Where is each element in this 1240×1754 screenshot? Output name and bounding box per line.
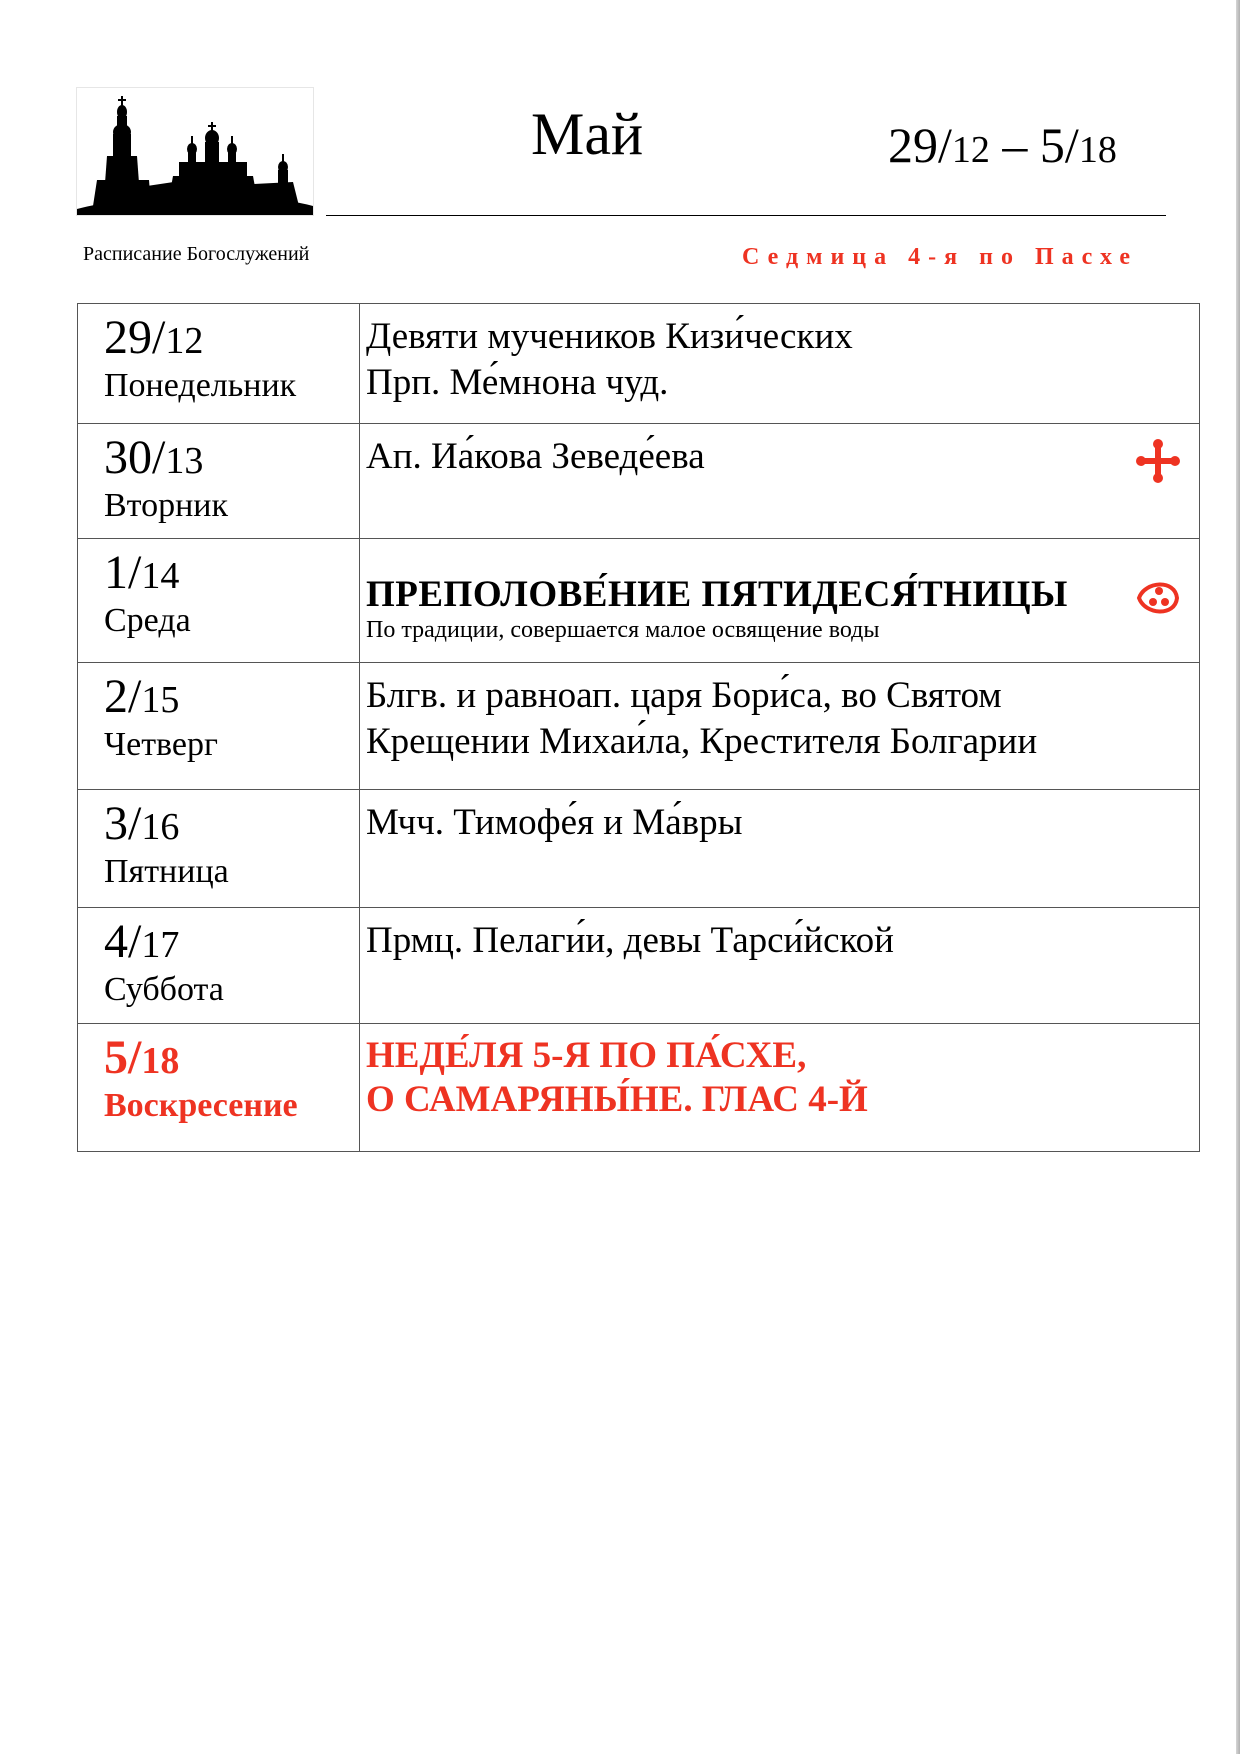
date-cell <box>78 304 360 424</box>
date-new: 15 <box>141 679 180 721</box>
header-divider <box>326 215 1166 216</box>
weekday: Среда <box>104 602 191 639</box>
day-row <box>78 790 1200 908</box>
date-old: 3/ <box>104 797 142 850</box>
event-line: Прп. Ме́мнона чуд. <box>366 362 669 403</box>
page-edge <box>1236 0 1240 1754</box>
day-row <box>78 424 1200 539</box>
date-cell <box>78 790 360 908</box>
event-line: Прмц. Пелаги́и, девы Тарси́йской <box>366 920 894 961</box>
event-line: Блгв. и равноап. царя Бори́са, во Святом <box>366 675 1002 716</box>
day-row-sunday <box>78 1024 1200 1152</box>
day-row <box>78 304 1200 424</box>
date-new: 18 <box>141 1040 180 1082</box>
date-cell <box>78 663 360 790</box>
event-cell <box>360 663 1200 790</box>
event-cell <box>360 424 1200 539</box>
feast-note: По традиции, совершается малое освящение воды <box>366 617 880 643</box>
day-row <box>78 663 1200 790</box>
date-old: 5/ <box>104 1031 142 1084</box>
weekday: Воскресение <box>104 1087 298 1124</box>
church-silhouette-icon <box>77 88 313 215</box>
date-cell <box>78 1024 360 1152</box>
date-old: 2/ <box>104 670 142 723</box>
event-cell <box>360 539 1200 663</box>
range-start-old: 29/ <box>888 117 952 173</box>
event-line: НЕДЕ́ЛЯ 5-Я ПО ПА́СХЕ, <box>366 1035 807 1076</box>
day-row <box>78 908 1200 1024</box>
month-title: Май <box>531 101 644 167</box>
date-new: 14 <box>141 555 180 597</box>
range-end-old: 5/ <box>1039 117 1079 173</box>
week-title: Седмица 4-я по Пасхе <box>742 244 1138 270</box>
weekday: Пятница <box>104 853 229 890</box>
date-cell <box>78 908 360 1024</box>
event-cell <box>360 790 1200 908</box>
schedule-subtitle: Расписание Богослужений <box>83 243 310 265</box>
date-cell <box>78 539 360 663</box>
event-cell <box>360 1024 1200 1152</box>
date-new: 12 <box>165 320 204 362</box>
date-old: 29/ <box>104 311 166 364</box>
event-cell <box>360 304 1200 424</box>
church-logo <box>76 87 314 216</box>
feast-sign-icon <box>1135 575 1181 621</box>
event-cell <box>360 908 1200 1024</box>
day-row <box>78 539 1200 663</box>
date-new: 16 <box>141 806 180 848</box>
event-line: Крещении Михаи́ла, Крестителя Болгарии <box>366 721 1038 762</box>
polyeleos-cross-icon <box>1135 438 1181 484</box>
weekday: Вторник <box>104 487 228 524</box>
event-line: О САМАРЯНЫ́НЕ. ГЛАС 4-Й <box>366 1079 868 1120</box>
date-new: 17 <box>141 924 180 966</box>
weekday: Суббота <box>104 971 224 1008</box>
schedule-table <box>77 303 1200 1152</box>
date-range <box>888 117 1117 173</box>
date-old: 4/ <box>104 915 142 968</box>
event-line: Мчч. Тимофе́я и Ма́вры <box>366 802 743 843</box>
weekday: Четверг <box>104 726 218 763</box>
date-cell <box>78 424 360 539</box>
date-old: 1/ <box>104 546 142 599</box>
range-start-new: 12 <box>951 129 990 171</box>
range-dash: – <box>989 117 1040 173</box>
event-line: Ап. Иа́кова Зеведе́ева <box>366 436 705 477</box>
date-new: 13 <box>165 440 204 482</box>
feast-title: ПРЕПОЛОВЕ́НИЕ ПЯТИДЕСЯ́ТНИЦЫ <box>366 574 1068 615</box>
weekday: Понедельник <box>104 367 297 404</box>
event-line: Девяти мучеников Кизи́ческих <box>366 316 853 357</box>
date-old: 30/ <box>104 431 166 484</box>
range-end-new: 18 <box>1078 129 1117 171</box>
